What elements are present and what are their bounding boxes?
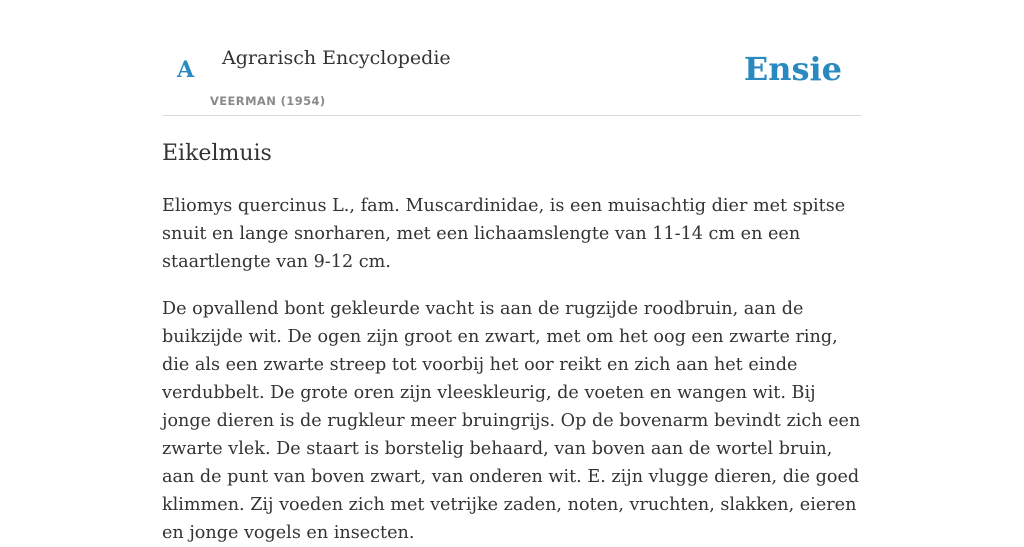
letter-badge[interactable]: A [177,57,195,83]
source-author: VEERMAN (1954) [210,94,326,108]
brand-logo-link[interactable]: Ensie [743,50,842,88]
header [162,0,862,116]
article-paragraph-2: De opvallend bont gekleurde vacht is aan de rugzijde roodbruin, aan de buikzijde wit. De ogen zijn groot en zwart, met om het oog een zwarte ring, die als een zwarte streep tot voorbij het oor reikt en zich aan het einde verdubbelt. De grote oren zijn vleeskleurig, de voeten en wangen wit. Bij jonge dieren is de rugkleur meer bruingrijs. Op de bovenarm bevindt zich een zwarte vlek. De staart is borstelig behaard, van boven aan de wortel bruin, aan de punt van boven zwart, van onderen wit. E. zijn vlugge dieren, die goed klimmen. Zij voeden zich met vetrijke zaden, noten, vruchten, slakken, eieren en jonge vogels en insecten. [162,299,861,543]
source-title-link[interactable]: Agrarisch Encyclopedie [222,47,451,69]
article [162,136,862,547]
article-paragraph-1: Eliomys quercinus L., fam. Muscardinidae, is een muisachtig dier met spitse snuit en lange snorharen, met een lichaamslengte van 11-14 cm en een staartlengte van 9-12 cm. [162,196,846,272]
article-title: Eikelmuis [162,141,272,166]
